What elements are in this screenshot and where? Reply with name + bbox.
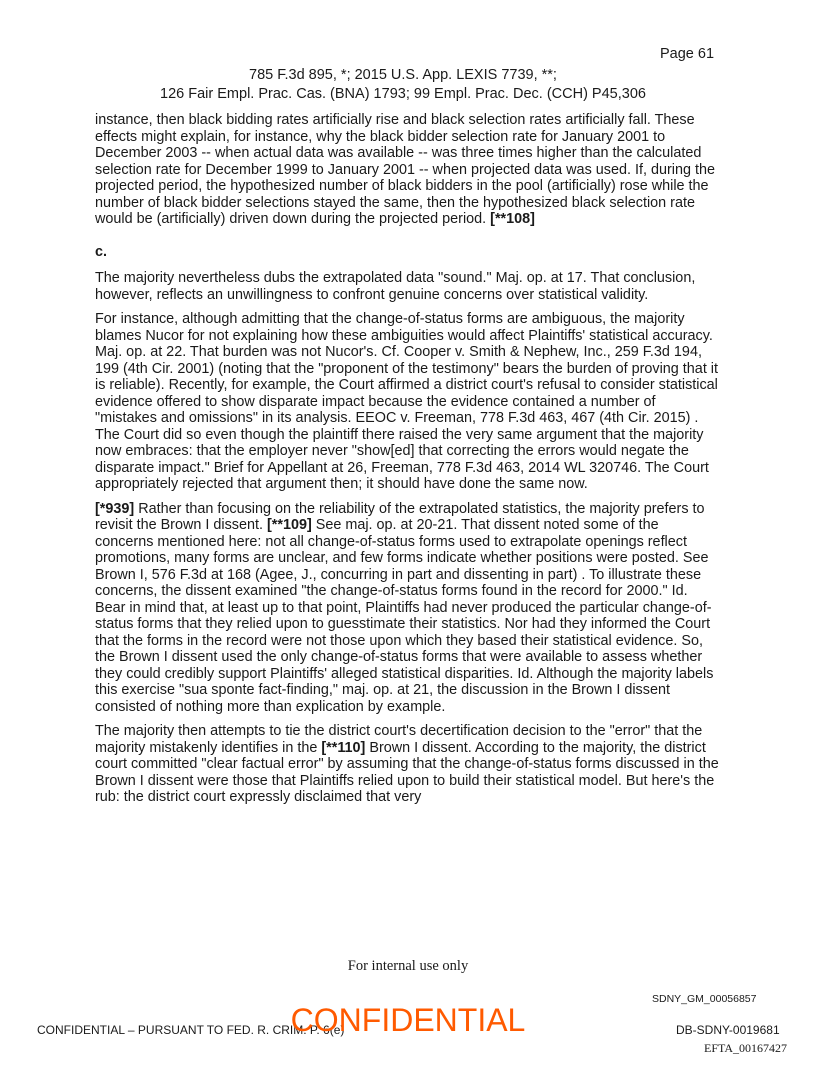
efta-number: EFTA_00167427 — [704, 1041, 788, 1055]
paragraph-5 — [95, 723, 721, 806]
citation-line-2: 126 Fair Empl. Prac. Cas. (BNA) 1793; 99 Empl. Prac. Dec. (CCH) P45,306 — [160, 86, 646, 102]
paragraph-4 — [95, 501, 721, 716]
confidential-notice: CONFIDENTIAL – PURSUANT TO FED. R. CRIM. P. 6(e) — [37, 1023, 345, 1037]
page-ref-110: [**110] — [321, 739, 366, 756]
paragraph-4-text-b: See maj. op. at 20-21. That dissent noted some of the concerns mentioned here: not all change-of-status forms used to extrapolate openings reflect promotions, many forms are unclear, and few forms indicate whether positions were posted. See Brown I, 576 F.3d at 168 (Agee, J., concurring in part and dissenting in part) . To illustrate these concerns, the dissent examined "the change-of-status forms found in the record for 2000." Id. Bear in mind that, at least up to that point, Plaintiffs had never produced the particular change-of-status forms that they relied upon to guesstimate their statistics. Nor had they informed the Court that the forms in the record were not those upon which they based their statistical evidence. So, the Brown I dissent used the only change-of-status forms that were available to assess whether they could credibly support Plaintiffs' alleged statistical disparities. Id. Although the majority labels this exercise "sua sponte fact-finding," maj. op. at 21, the discussion in the Brown I dissent consisted of nothing more than explication by example. — [95, 517, 714, 715]
internal-use-note: For internal use only — [347, 958, 469, 974]
opinion-body — [95, 112, 721, 814]
citation-line-1: 785 F.3d 895, *; 2015 U.S. App. LEXIS 7739, **; — [249, 67, 557, 83]
paragraph-4-text-a: Rather than focusing on the reliability of the extrapolated statistics, the majority prefers to revisit the Brown I dissent. — [95, 500, 705, 533]
paragraph-3: For instance, although admitting that the change-of-status forms are ambiguous, the majority blames Nucor for not explaining how these ambiguities would affect Plaintiffs' statistical accuracy. Maj. op. at 22. That burden was not Nucor's. Cf. Cooper v. Smith & Nephew, Inc., 259 F.3d 194, 199 (4th Cir. 2001) (noting that the "proponent of the testimony" bears the burden of proving that it is reliable). Recently, for example, the Court affirmed a district court's refusal to consider statistical evidence offered to show disparate impact because the evidence contained a number of "mistakes and omissions" in its analysis. EEOC v. Freeman, 778 F.3d 463, 467 (4th Cir. 2015) . The Court did so even though the plaintiff there raised the very same argument that the majority now embraces: that the employer never "show[ed] that correcting the errors would negate the disparate impact." Brief for Appellant at 26, Freeman, 778 F.3d 463, 2014 WL 320746. The Court appropriately rejected that argument then; it should have done the same now. — [95, 311, 719, 492]
paragraph-5-text-a: The majority then attempts to tie the district court's decertification decision to the "error" that the majority mistakenly identifies in the — [95, 723, 703, 756]
confidential-stamp: CONFIDENTIAL — [290, 1002, 526, 1038]
section-heading: c. — [95, 243, 108, 260]
paragraph-1 — [95, 112, 721, 228]
page-ref-108: [**108] — [490, 211, 535, 227]
page-number: Page 61 — [660, 46, 715, 62]
paragraph-5-text-b: Brown I dissent. According to the majority, the district court committed "clear factual error" by assuming that the change-of-status forms discussed in the Brown I dissent were those that Plaintiffs relied upon to build their statistical model. But here's the rub: the district court expressly disclaimed that very — [95, 739, 719, 805]
paragraph-2: The majority nevertheless dubs the extrapolated data "sound." Maj. op. at 17. That conclusion, however, reflects an unwillingness to confront genuine concerns over statistical validity. — [95, 270, 696, 303]
page-ref-939: [*939] — [95, 500, 135, 517]
bates-number: DB-SDNY-0019681 — [676, 1023, 780, 1037]
bates-small: SDNY_GM_00056857 — [652, 993, 757, 1005]
page-ref-109: [**109] — [266, 517, 312, 533]
paragraph-1-text: instance, then black bidding rates artificially rise and black selection rates artificially fall. These effects might explain, for instance, why the black bidder selection rate for January 2001 to December 2003 -- when actual data was available -- was three times higher than the calculated selection rate for December 1999 to January 2001 -- when projected data was used. If, during the projected period, the hypothesized number of black bidders in the pool (artificially) rose while the number of black bidder selections stayed the same, then the hypothesized black selection rate would be (artificially) driven down during the projected period. — [95, 112, 715, 227]
